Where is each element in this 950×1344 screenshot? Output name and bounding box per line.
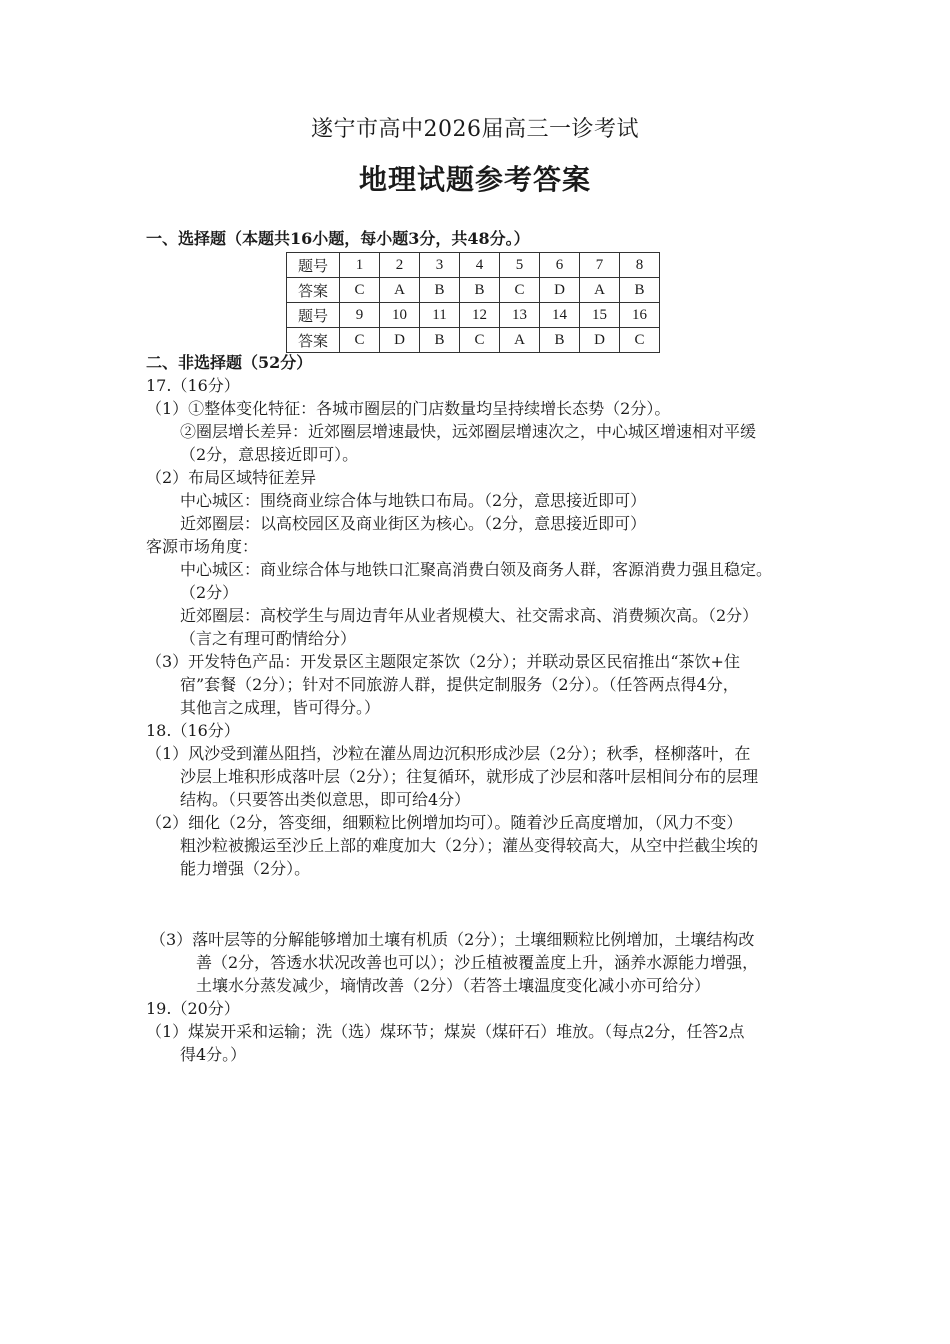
table-cell: C bbox=[340, 278, 380, 303]
section-1-heading: 一、选择题（本题共16小题，每小题3分，共48分。） bbox=[146, 229, 530, 248]
answer-line: （2）布局区域特征差异 bbox=[146, 468, 317, 487]
table-cell: 3 bbox=[420, 253, 460, 278]
answer-line: 中心城区：商业综合体与地铁口汇聚高消费白领及商务人群，客源消费力强且稳定。 bbox=[180, 560, 773, 579]
table-cell: D bbox=[580, 328, 620, 353]
answer-line: （1）煤炭开采和运输；洗（选）煤环节；煤炭（煤矸石）堆放。（每点2分，任答2点 bbox=[146, 1022, 745, 1041]
table-cell: B bbox=[420, 328, 460, 353]
answer-line: 客源市场角度： bbox=[146, 537, 259, 556]
answer-line: 中心城区：围绕商业综合体与地铁口布局。（2分，意思接近即可） bbox=[180, 491, 647, 510]
answer-line: （言之有理可酌情给分） bbox=[180, 629, 357, 648]
answer-table-row bbox=[287, 328, 660, 353]
answer-line: （3）落叶层等的分解能够增加土壤有机质（2分）；土壤细颗粒比例增加，土壤结构改 bbox=[150, 930, 755, 949]
answer-line: 沙层上堆积形成落叶层（2分）；往复循环，就形成了沙层和落叶层相间分布的层理 bbox=[180, 767, 759, 786]
table-cell: 2 bbox=[380, 253, 420, 278]
table-cell: 6 bbox=[540, 253, 580, 278]
row-label: 题号 bbox=[287, 253, 340, 278]
table-cell: B bbox=[540, 328, 580, 353]
table-cell: 9 bbox=[340, 303, 380, 328]
table-cell: A bbox=[380, 278, 420, 303]
answer-line: 粗沙粒被搬运至沙丘上部的难度加大（2分）；灌丛变得较高大，从空中拦截尘埃的 bbox=[180, 836, 759, 855]
answer-line: 善（2分，答透水状况改善也可以）；沙丘植被覆盖度上升，涵养水源能力增强， bbox=[196, 953, 759, 972]
answer-line: 宿”套餐（2分）；针对不同旅游人群，提供定制服务（2分）。（任答两点得4分， bbox=[180, 675, 739, 694]
answer-line: （2分，意思接近即可）。 bbox=[180, 445, 359, 464]
table-cell: 13 bbox=[500, 303, 540, 328]
table-cell: 10 bbox=[380, 303, 420, 328]
table-cell: 11 bbox=[420, 303, 460, 328]
table-cell: A bbox=[580, 278, 620, 303]
answer-line: 其他言之成理，皆可得分。） bbox=[180, 698, 381, 717]
answer-line: （1）风沙受到灌丛阻挡，沙粒在灌丛周边沉积形成沙层（2分）；秋季，柽柳落叶，在 bbox=[146, 744, 751, 763]
table-cell: A bbox=[500, 328, 540, 353]
answer-line: 土壤水分蒸发减少，墒情改善（2分）（若答土壤温度变化减小亦可给分） bbox=[196, 976, 711, 995]
answer-table-row bbox=[287, 278, 660, 303]
question-18-heading: 18.（16分） bbox=[146, 721, 240, 740]
question-17-heading: 17.（16分） bbox=[146, 376, 240, 395]
answer-line: 近郊圈层：高校学生与周边青年从业者规模大、社交需求高、消费频次高。（2分） bbox=[180, 606, 759, 625]
table-cell: 14 bbox=[540, 303, 580, 328]
exam-title: 遂宁市高中2026届高三一诊考试 bbox=[311, 117, 639, 142]
document-subtitle: 地理试题参考答案 bbox=[358, 163, 591, 196]
answer-line: （3）开发特色产品：开发景区主题限定茶饮（2分）；并联动景区民宿推出“茶饮+住 bbox=[146, 652, 740, 671]
table-cell: 12 bbox=[460, 303, 500, 328]
question-19-heading: 19.（20分） bbox=[146, 999, 240, 1018]
table-cell: 15 bbox=[580, 303, 620, 328]
row-label: 答案 bbox=[287, 328, 340, 353]
table-cell: 8 bbox=[620, 253, 660, 278]
answer-line: 得4分。） bbox=[180, 1045, 247, 1064]
answer-line: 近郊圈层：以高校园区及商业街区为核心。（2分，意思接近即可） bbox=[180, 514, 647, 533]
section-2-heading: 二、非选择题（52分） bbox=[146, 353, 313, 372]
table-cell: B bbox=[420, 278, 460, 303]
answer-line: （1）①整体变化特征：各城市圈层的门店数量均呈持续增长态势（2分）。 bbox=[146, 399, 671, 418]
table-cell: D bbox=[380, 328, 420, 353]
table-cell: 16 bbox=[620, 303, 660, 328]
table-cell: C bbox=[460, 328, 500, 353]
table-cell: 4 bbox=[460, 253, 500, 278]
answer-table-row bbox=[287, 253, 660, 278]
answer-line: 结构。（只要答出类似意思，即可给4分） bbox=[180, 790, 471, 809]
table-cell: C bbox=[340, 328, 380, 353]
table-cell: C bbox=[620, 328, 660, 353]
answer-table-row bbox=[287, 303, 660, 328]
answer-line: ②圈层增长差异：近郊圈层增速最快，远郊圈层增速次之，中心城区增速相对平缓 bbox=[180, 422, 757, 441]
row-label: 答案 bbox=[287, 278, 340, 303]
row-label: 题号 bbox=[287, 303, 340, 328]
table-cell: B bbox=[460, 278, 500, 303]
table-cell: 5 bbox=[500, 253, 540, 278]
answer-line: 能力增强（2分）。 bbox=[180, 859, 311, 878]
answer-line: （2分） bbox=[180, 583, 239, 602]
table-cell: D bbox=[540, 278, 580, 303]
table-cell: 7 bbox=[580, 253, 620, 278]
table-cell: 1 bbox=[340, 253, 380, 278]
answer-line: （2）细化（2分，答变细，细颗粒比例增加均可）。随着沙丘高度增加，（风力不变） bbox=[146, 813, 743, 832]
table-cell: C bbox=[500, 278, 540, 303]
answer-table bbox=[286, 252, 660, 353]
table-cell: B bbox=[620, 278, 660, 303]
